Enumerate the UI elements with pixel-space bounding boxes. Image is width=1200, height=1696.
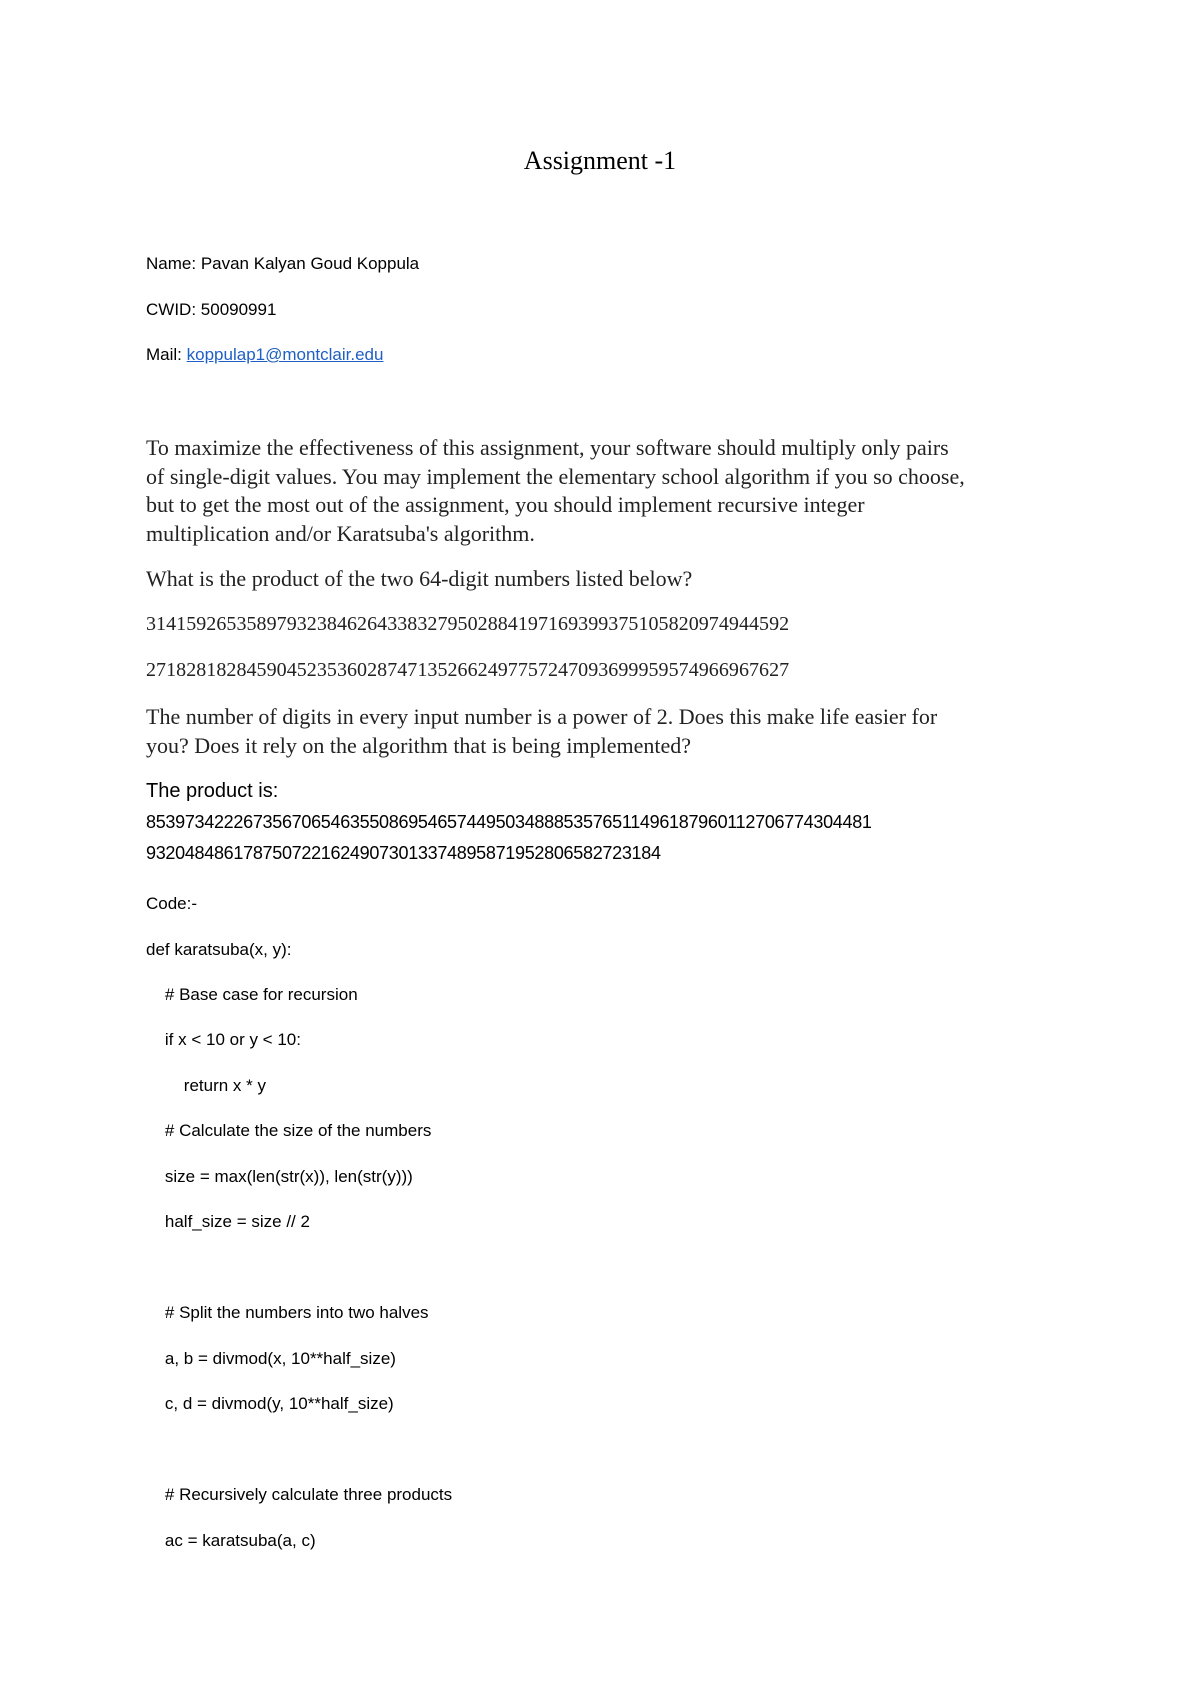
mail-link[interactable]: koppulap1@montclair.edu (186, 345, 384, 364)
code-line: return x * y (146, 1076, 266, 1095)
intro-line: but to get the most out of the assignment, you should implement recursive integer (146, 492, 865, 517)
name-value: Pavan Kalyan Goud Koppula (200, 254, 420, 273)
product-line-2: 93204848617875072216249073013374895871952806582723184 (146, 843, 661, 863)
number-two: 2718281828459045235360287471352662497757247093699959574966967627 (146, 659, 790, 681)
intro-paragraph (146, 434, 1066, 548)
product-heading: The product is: (146, 780, 279, 802)
intro-line: To maximize the effectiveness of this assignment, your software should multiply only pairs (146, 435, 949, 460)
mail-line (146, 345, 383, 365)
intro-line: multiplication and/or Karatsuba's algorithm. (146, 520, 535, 546)
mail-label: Mail: (146, 345, 182, 364)
page-title: Assignment -1 (523, 146, 677, 175)
number-one: 3141592653589793238462643383279502884197169399375105820974944592 (146, 613, 790, 635)
code-line: # Calculate the size of the numbers (146, 1121, 432, 1140)
code-line: def karatsuba(x, y): (146, 940, 292, 959)
question-text: What is the product of the two 64-digit numbers listed below? (146, 566, 693, 591)
code-line: a, b = divmod(x, 10**half_size) (146, 1349, 396, 1368)
followup-line: The number of digits in every input number is a power of 2. Does this make life easier for (146, 704, 938, 729)
name-label: Name: (146, 254, 197, 273)
followup-paragraph (146, 703, 1066, 760)
followup-line: you? Does it rely on the algorithm that is being implemented? (146, 732, 691, 758)
cwid-label: CWID: (146, 300, 197, 319)
code-line: size = max(len(str(x)), len(str(y))) (146, 1167, 413, 1186)
code-label: Code:- (146, 894, 198, 913)
code-line: c, d = divmod(y, 10**half_size) (146, 1394, 394, 1413)
code-line: ac = karatsuba(a, c) (146, 1531, 316, 1550)
code-line: if x < 10 or y < 10: (146, 1030, 301, 1049)
code-line: half_size = size // 2 (146, 1212, 310, 1231)
code-line: # Base case for recursion (146, 985, 358, 1004)
code-line: # Recursively calculate three products (146, 1485, 453, 1504)
cwid-value: 50090991 (200, 300, 277, 319)
product-line-1: 853973422267356706546355086954657449503488853576511496187960112706774304481 (146, 812, 872, 832)
intro-line: of single-digit values. You may implement the elementary school algorithm if you so choose, (146, 463, 965, 489)
cwid-line (146, 300, 276, 320)
name-line (146, 254, 419, 274)
code-line: # Split the numbers into two halves (146, 1303, 429, 1322)
